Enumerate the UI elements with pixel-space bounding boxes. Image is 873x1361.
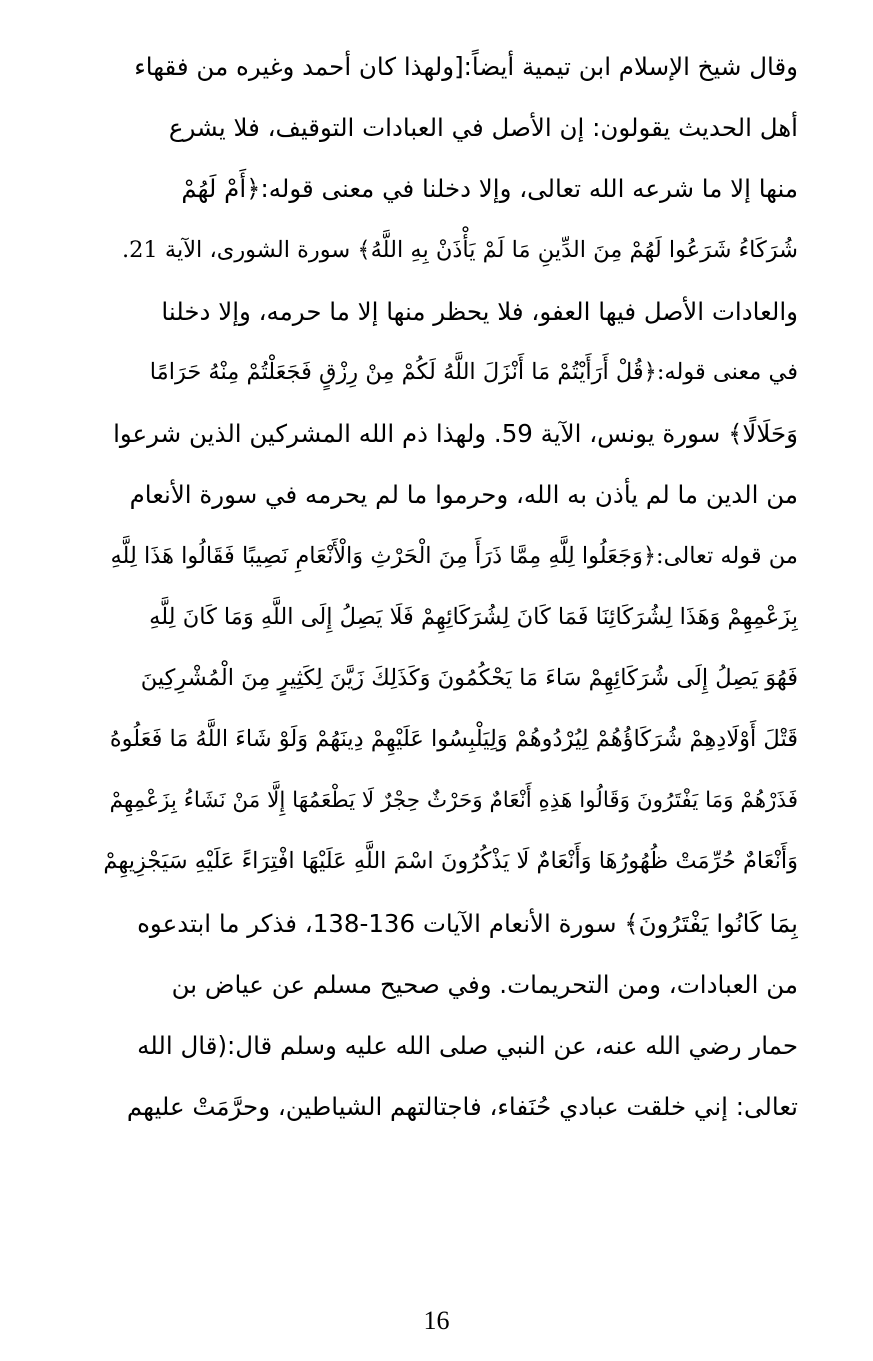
text-line-1: وقال شيخ الإسلام ابن تيمية أيضاً:[ولهذا كان أحمد وغيره من فقهاء <box>134 52 798 81</box>
text-line-9: من قوله تعالى:﴿وَجَعَلُوا لِلَّهِ مِمَّا ذَرَأَ مِنَ الْحَرْثِ وَالْأَنْعَامِ نَصِيبًا فَقَالُوا هَذَا لِلَّهِ <box>110 542 798 569</box>
text-line-6: في معنى قوله:﴿قُلْ أَرَأَيْتُمْ مَا أَنْزَلَ اللَّهُ لَكُمْ مِنْ رِزْقٍ فَجَعَلْتُمْ مِنْهُ حَرَامًا <box>149 358 798 385</box>
text-line-17: حمار رضي الله عنه، عن النبي صلى الله عليه وسلم قال:(قال الله <box>137 1031 798 1060</box>
text-line-7: وَحَلَالًا﴾ سورة يونس، الآية 59. ولهذا ذم الله المشركين الذين شرعوا <box>113 419 798 449</box>
text-line-12: قَتْلَ أَوْلَادِهِمْ شُرَكَاؤُهُمْ لِيُرْدُوهُمْ وَلِيَلْبِسُوا عَلَيْهِمْ دِينَهُمْ وَلَوْ شَاءَ اللَّهُ مَا فَعَلُوهُ <box>109 726 798 753</box>
text-line-18: تعالى: إني خلقت عبادي حُنَفاء، فاجتالتهم الشياطين، وحرَّمَتْ عليهم <box>126 1092 798 1122</box>
text-line-15: بِمَا كَانُوا يَفْتَرُونَ﴾ سورة الأنعام الآيات 136-138، فذكر ما ابتدعوه <box>137 908 798 938</box>
text-line-14: وَأَنْعَامٌ حُرِّمَتْ ظُهُورُهَا وَأَنْعَامٌ لَا يَذْكُرُونَ اسْمَ اللَّهِ عَلَيْهَا افْتِرَاءً عَلَيْهِ سَيَجْزِيهِمْ <box>103 848 798 875</box>
page-number: 16 <box>423 1306 450 1335</box>
body-text <box>102 36 798 1137</box>
text-line-2: أهل الحديث يقولون: إن الأصل في العبادات التوقيف، فلا يشرع <box>168 113 798 143</box>
text-line-10: بِزَعْمِهِمْ وَهَذَا لِشُرَكَائِنَا فَمَا كَانَ لِشُرَكَائِهِمْ فَلَا يَصِلُ إِلَى اللَّهِ وَمَا كَانَ لِلَّهِ <box>149 603 798 630</box>
text-line-11: فَهُوَ يَصِلُ إِلَى شُرَكَائِهِمْ سَاءَ مَا يَحْكُمُونَ وَكَذَلِكَ زَيَّنَ لِكَثِيرٍ مِنَ الْمُشْرِكِينَ <box>140 664 798 691</box>
text-line-8: من الدين ما لم يأذن به الله، وحرموا ما لم يحرمه في سورة الأنعام <box>129 480 798 510</box>
text-line-4: شُرَكَاءُ شَرَعُوا لَهُمْ مِنَ الدِّينِ مَا لَمْ يَأْذَنْ بِهِ اللَّهُ﴾ سورة الشورى، الآية 21. <box>121 236 798 263</box>
text-line-13: فَذَرْهُمْ وَمَا يَفْتَرُونَ وَقَالُوا هَذِهِ أَنْعَامٌ وَحَرْثٌ حِجْرٌ لَا يَطْعَمُهَا إِلَّا مَنْ نَشَاءُ بِزَعْمِهِمْ <box>109 788 798 814</box>
text-line-5: والعادات الأصل فيها العفو، فلا يحظر منها إلا ما حرمه، وإلا دخلنا <box>161 296 798 326</box>
text-line-16: من العبادات، ومن التحريمات. وفي صحيح مسلم عن عياض بن <box>171 969 798 999</box>
text-line-3: منها إلا ما شرعه الله تعالى، وإلا دخلنا في معنى قوله:﴿أَمْ لَهُمْ <box>181 174 798 204</box>
